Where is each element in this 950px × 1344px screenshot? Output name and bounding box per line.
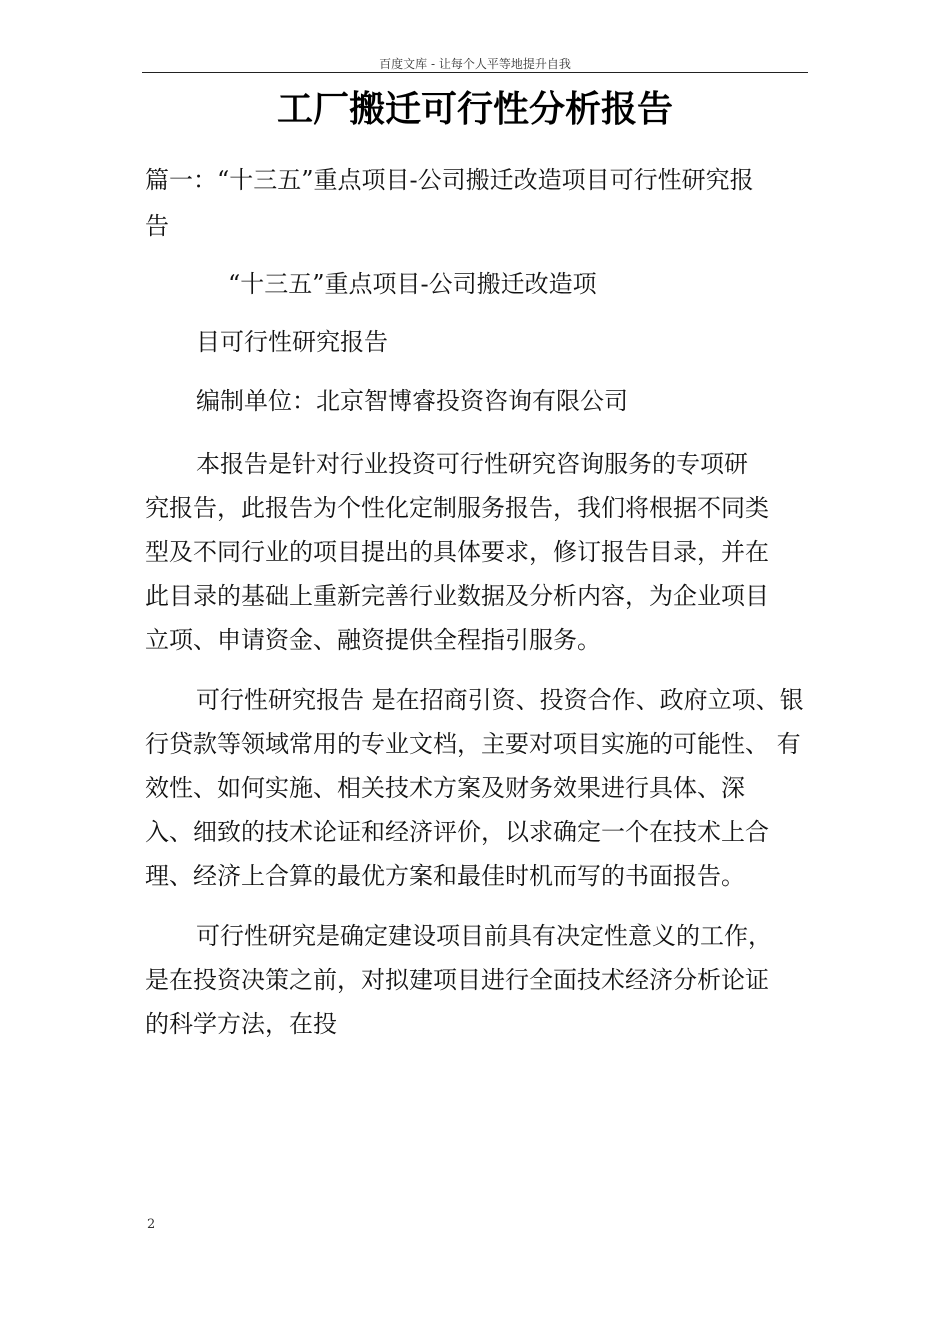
section-heading-line: 告 bbox=[145, 212, 169, 240]
header-text: 百度文库 - 让每个人平等地提升自我 bbox=[379, 57, 571, 71]
paragraph-line: 效性、如何实施、相关技术方案及财务效果进行具体、深 bbox=[145, 774, 745, 802]
paragraph-line: 入、细致的技术论证和经济评价，以求确定一个在技术上合 bbox=[145, 818, 769, 846]
page-number: 2 bbox=[147, 1217, 156, 1232]
subtitle-line: “十三五”重点项目-公司搬迁改造项 bbox=[228, 270, 597, 298]
paragraph-line: 立项、申请资金、融资提供全程指引服务。 bbox=[145, 626, 601, 654]
paragraph-line: 本报告是针对行业投资可行性研究咨询服务的专项研 bbox=[196, 450, 748, 478]
paragraph-line: 可行性研究是确定建设项目前具有决定性意义的工作， bbox=[196, 922, 772, 950]
document-title: 工厂搬迁可行性分析报告 bbox=[276, 89, 673, 130]
paragraph-line: 此目录的基础上重新完善行业数据及分析内容，为企业项目 bbox=[145, 582, 769, 610]
paragraph-line: 可行性研究报告 是在招商引资、投资合作、政府立项、银 bbox=[196, 686, 804, 714]
section-heading-line: 篇一：“十三五”重点项目-公司搬迁改造项目可行性研究报 bbox=[145, 166, 754, 194]
paragraph-line: 是在投资决策之前，对拟建项目进行全面技术经济分析论证 bbox=[145, 966, 769, 994]
paragraph-line: 型及不同行业的项目提出的具体要求，修订报告目录，并在 bbox=[145, 538, 769, 566]
paragraph-line: 究报告，此报告为个性化定制服务报告，我们将根据不同类 bbox=[145, 494, 769, 522]
paragraph-line: 的科学方法，在投 bbox=[145, 1010, 337, 1038]
compiler-line: 编制单位：北京智博睿投资咨询有限公司 bbox=[196, 387, 628, 415]
header-divider bbox=[142, 72, 808, 73]
paragraph-line: 理、经济上合算的最优方案和最佳时机而写的书面报告。 bbox=[145, 862, 745, 890]
subtitle-line: 目可行性研究报告 bbox=[196, 328, 388, 356]
paragraph-line: 行贷款等领域常用的专业文档，主要对项目实施的可能性、 有 bbox=[145, 730, 801, 758]
